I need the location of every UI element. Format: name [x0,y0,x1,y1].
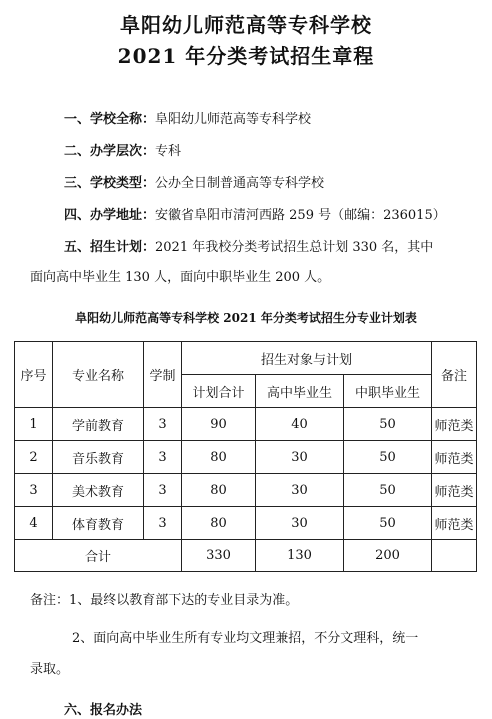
cell-total: 80 [182,441,256,474]
cell-total: 90 [182,408,256,441]
cell-sum-vs: 200 [344,540,432,572]
item-label: 二、办学层次： [64,144,156,159]
header-seq: 序号 [15,342,53,408]
item-label: 四、办学地址： [64,208,156,223]
cell-total: 80 [182,474,256,507]
cell-sum-note [432,540,477,572]
cell-hs: 40 [256,408,344,441]
table-row [15,507,477,540]
table-title: 阜阳幼儿师范高等专科学校 2021 年分类考试招生分专业计划表 [75,311,417,325]
cell-total: 80 [182,507,256,540]
note-2: 2、面向高中毕业生所有专业均文理兼招，不分文理科，统一 [72,631,419,646]
cell-seq: 2 [15,441,53,474]
item-level [64,140,181,159]
cell-major: 学前教育 [53,408,144,441]
item-school-name [64,108,311,127]
item-plan [64,236,433,255]
item-label: 一、学校全称： [64,112,156,127]
enrollment-plan-table [14,341,477,572]
document-subtitle: 2021 年分类考试招生章程 [117,44,375,68]
cell-major: 美术教育 [53,474,144,507]
cell-note: 师范类 [432,408,477,441]
item-value: 专科 [155,144,182,159]
item-value: 2021 年我校分类考试招生总计划 330 名，其中 [155,240,434,255]
cell-seq: 4 [15,507,53,540]
header-years: 学制 [144,342,182,408]
cell-vs: 50 [344,474,432,507]
cell-note: 师范类 [432,507,477,540]
header-major: 专业名称 [53,342,144,408]
cell-years: 3 [144,408,182,441]
cell-years: 3 [144,474,182,507]
item-plan-continued: 面向高中毕业生 130 人，面向中职毕业生 200 人。 [30,270,331,285]
note-2-continued: 录取。 [30,662,70,677]
header-vs: 中职毕业生 [344,375,432,408]
table-row [15,408,477,441]
table-sum-row [15,540,477,572]
cell-sum-total: 330 [182,540,256,572]
cell-seq: 3 [15,474,53,507]
table-row [15,474,477,507]
header-note: 备注 [432,342,477,408]
table-row [15,441,477,474]
cell-vs: 50 [344,441,432,474]
item-label: 三、学校类型： [64,176,156,191]
cell-major: 音乐教育 [53,441,144,474]
cell-note: 师范类 [432,441,477,474]
cell-seq: 1 [15,408,53,441]
cell-hs: 30 [256,441,344,474]
cell-sum-label: 合计 [15,540,182,572]
item-value: 公办全日制普通高等专科学校 [155,176,325,191]
cell-hs: 30 [256,474,344,507]
item-value: 阜阳幼儿师范高等专科学校 [155,112,312,127]
item-address [64,204,446,223]
table-header-row [15,342,477,375]
header-hs: 高中毕业生 [256,375,344,408]
item-type [64,172,324,191]
note-1: 备注：1、最终以教育部下达的专业目录为准。 [30,593,299,608]
section-six-heading: 六、报名办法 [64,703,143,718]
header-group: 招生对象与计划 [182,342,432,375]
cell-major: 体育教育 [53,507,144,540]
cell-note: 师范类 [432,474,477,507]
item-label: 五、招生计划： [64,240,156,255]
cell-years: 3 [144,441,182,474]
cell-sum-hs: 130 [256,540,344,572]
cell-vs: 50 [344,507,432,540]
header-total: 计划合计 [182,375,256,408]
item-value: 安徽省阜阳市清河西路 259 号（邮编：236015） [155,208,446,223]
cell-hs: 30 [256,507,344,540]
cell-vs: 50 [344,408,432,441]
document-title: 阜阳幼儿师范高等专科学校 [120,13,372,37]
cell-years: 3 [144,507,182,540]
